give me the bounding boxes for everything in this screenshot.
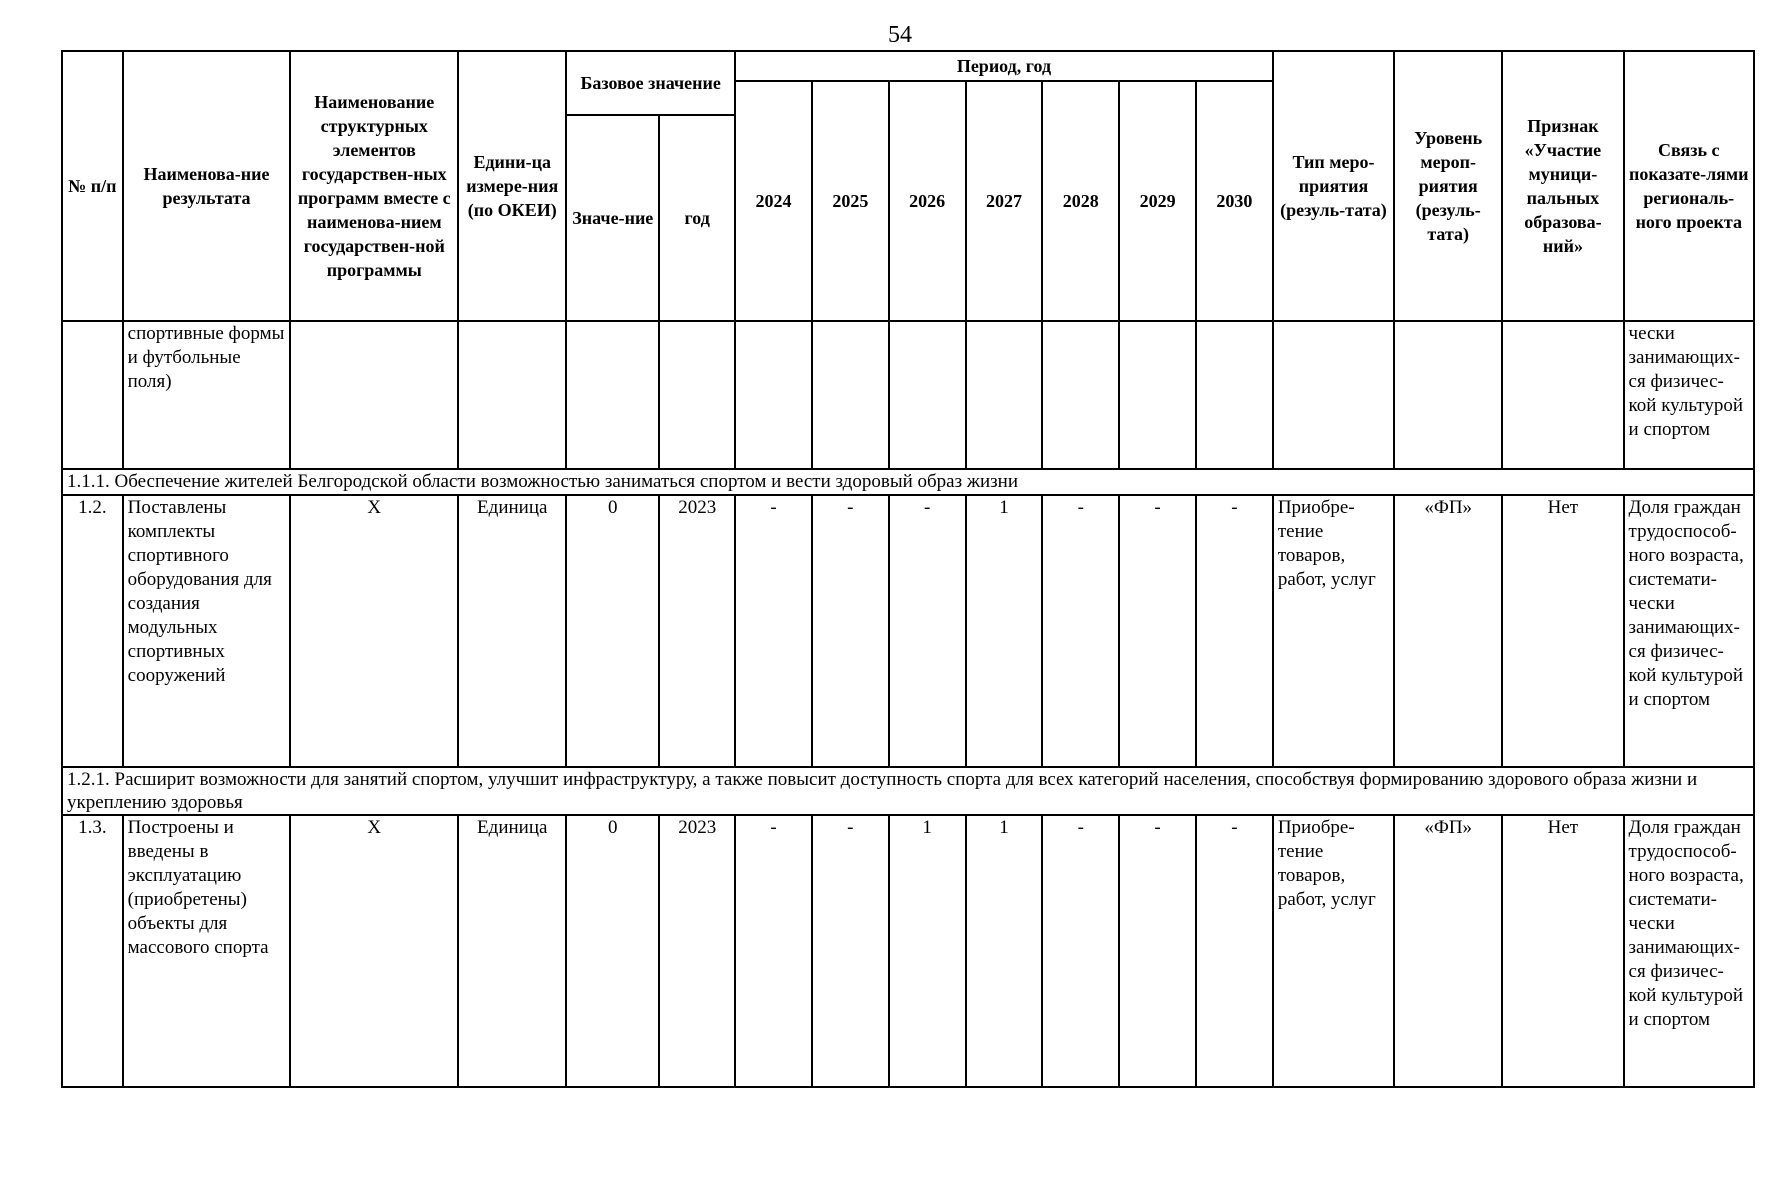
cell-year: -: [1042, 815, 1119, 1087]
cell-link: чески занимающих-ся физичес-кой культурой и спортом: [1624, 321, 1754, 469]
cell-year: -: [1196, 815, 1273, 1087]
cell-municipal: Нет: [1502, 815, 1623, 1087]
cell-year: [812, 321, 889, 469]
col-header-base-value: Базовое значение: [566, 51, 735, 115]
col-header-result-name: Наименова-ние результата: [123, 51, 291, 321]
col-header-link: Связь с показате-лями региональ-ного проекта: [1624, 51, 1754, 321]
cell-year: -: [1119, 495, 1196, 767]
cell-base-year: 2023: [659, 815, 735, 1087]
cell-year: [966, 321, 1043, 469]
col-header-struct-elements: Наименование структурных элементов государствен-ных программ вместе с наименова-нием государствен-ной программы: [290, 51, 458, 321]
cell-year: -: [812, 495, 889, 767]
col-header-year: 2027: [966, 81, 1043, 321]
cell-link: Доля граждан трудоспособ-ного возраста, системати-чески занимающих-ся физичес-кой культурой и спортом: [1624, 815, 1754, 1087]
section-row: [62, 767, 1754, 815]
cell-year: [1119, 321, 1196, 469]
cell-result-name: Поставлены комплекты спортивного оборудования для создания модульных спортивных сооружений: [123, 495, 291, 767]
section-title: 1.1.1. Обеспечение жителей Белгородской области возможностью заниматься спортом и вести здоровый образ жизни: [62, 469, 1754, 495]
cell-base-year: [659, 321, 735, 469]
col-header-year: 2026: [889, 81, 966, 321]
page-number: 54: [888, 22, 912, 48]
cell-year: -: [889, 495, 966, 767]
cell-result-name: спортивные формы и футбольные поля): [123, 321, 291, 469]
cell-event-level: «ФП»: [1394, 495, 1502, 767]
results-table: [61, 50, 1755, 1088]
col-header-year: 2024: [735, 81, 812, 321]
col-header-event-type: Тип меро-приятия (резуль-тата): [1273, 51, 1394, 321]
cell-event-level: «ФП»: [1394, 815, 1502, 1087]
cell-year: -: [1196, 495, 1273, 767]
cell-year: -: [1119, 815, 1196, 1087]
cell-num: 1.3.: [62, 815, 123, 1087]
cell-year: [1042, 321, 1119, 469]
cell-num: 1.2.: [62, 495, 123, 767]
table-row: [62, 815, 1754, 1087]
cell-year: 1: [966, 815, 1043, 1087]
cell-base-year: 2023: [659, 495, 735, 767]
cell-struct: Х: [290, 495, 458, 767]
cell-struct: [290, 321, 458, 469]
cell-year: [1196, 321, 1273, 469]
col-header-municipal: Признак «Участие муници-пальных образова-ний»: [1502, 51, 1623, 321]
cell-base-val: 0: [566, 815, 659, 1087]
col-header-period: Период, год: [735, 51, 1273, 81]
section-title: 1.2.1. Расширит возможности для занятий спортом, улучшит инфраструктуру, а также повысит доступность спорта для всех категорий населения, способствуя формированию здорового образа жизни и укреплению здоровья: [62, 767, 1754, 815]
cell-base-val: [566, 321, 659, 469]
cell-municipal: [1502, 321, 1623, 469]
col-header-year: 2028: [1042, 81, 1119, 321]
table-row: [62, 321, 1754, 469]
cell-year: -: [1042, 495, 1119, 767]
col-header-event-level: Уровень мероп-риятия (резуль-тата): [1394, 51, 1502, 321]
cell-year: 1: [966, 495, 1043, 767]
cell-unit: Единица: [458, 815, 566, 1087]
cell-unit: Единица: [458, 495, 566, 767]
cell-year: -: [735, 495, 812, 767]
cell-year: 1: [889, 815, 966, 1087]
cell-year: [735, 321, 812, 469]
cell-event-type: Приобре-тение товаров, работ, услуг: [1273, 815, 1394, 1087]
section-row: [62, 469, 1754, 495]
cell-event-type: Приобре-тение товаров, работ, услуг: [1273, 495, 1394, 767]
cell-struct: Х: [290, 815, 458, 1087]
col-header-year: 2030: [1196, 81, 1273, 321]
cell-result-name: Построены и введены в эксплуатацию (приобретены) объекты для массового спорта: [123, 815, 291, 1087]
cell-year: -: [735, 815, 812, 1087]
cell-num: [62, 321, 123, 469]
col-header-num: № п/п: [62, 51, 123, 321]
cell-base-val: 0: [566, 495, 659, 767]
cell-year: [889, 321, 966, 469]
col-header-base-val: Значе-ние: [566, 115, 659, 321]
col-header-base-year: год: [659, 115, 735, 321]
table-row: [62, 495, 1754, 767]
cell-event-type: [1273, 321, 1394, 469]
cell-municipal: Нет: [1502, 495, 1623, 767]
col-header-year: 2025: [812, 81, 889, 321]
cell-year: -: [812, 815, 889, 1087]
cell-event-level: [1394, 321, 1502, 469]
cell-unit: [458, 321, 566, 469]
col-header-unit: Едини-ца измере-ния (по ОКЕИ): [458, 51, 566, 321]
col-header-year: 2029: [1119, 81, 1196, 321]
cell-link: Доля граждан трудоспособ-ного возраста, системати-чески занимающих-ся физичес-кой культурой и спортом: [1624, 495, 1754, 767]
